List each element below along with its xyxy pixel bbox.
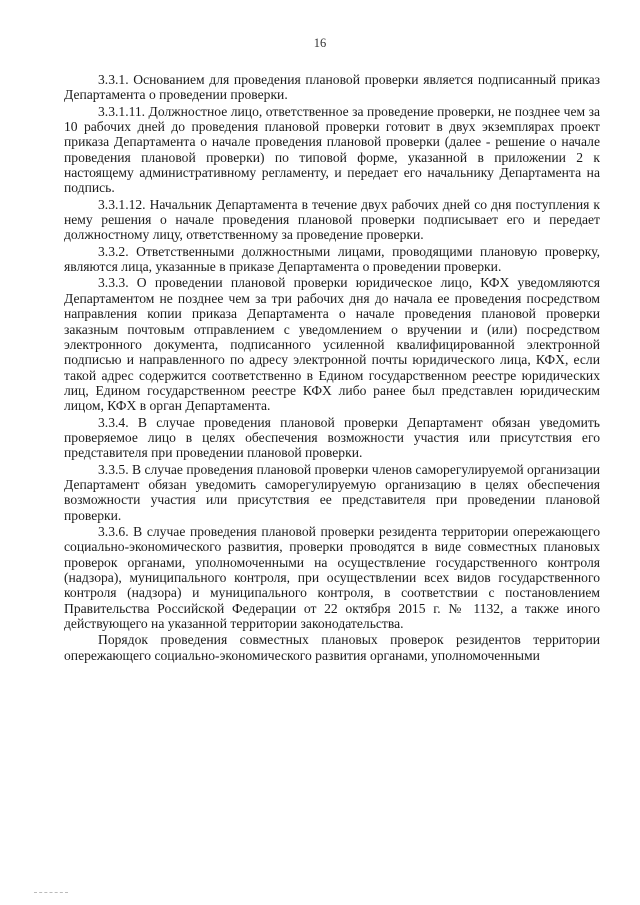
paragraph-3-3-3: 3.3.3. О проведении плановой проверки юридическое лицо, КФХ уведомляются Департаментом не позднее чем за три рабочих дня до начала ее проведения посредством направления копии приказа Департамента о начале проведения плановой проверки заказным почтовым отправлением с уведомлением о вручении и (или) посредством электронного документа, подписанного усиленной квалифицированной электронной подписью и направленного по адресу электронной почты юридического лица, КФХ, если такой адрес содержится соответственно в Едином государственном реестре юридических лиц, Едином государственном реестре КФХ либо ранее был представлен юридическим лицом, КФХ в орган Департамента. [64,275,600,414]
paragraph-3-3-1-11: 3.3.1.11. Должностное лицо, ответственное за проведение проверки, не позднее чем за 10 рабочих дней до проведения плановой проверки готовит в двух экземплярах проект приказа Департамента о начале проведения плановой проверки (далее - решение о начале проведения плановой проверки) по типовой форме, указанной в приложении 2 к настоящему административному регламенту, и передает его начальнику Департамента на подпись. [64,103,600,196]
paragraph-3-3-4: 3.3.4. В случае проведения плановой проверки Департамент обязан уведомить проверяемое лицо в целях обеспечения возможности участия или присутствия его представителя при проведении плановой проверки. [64,414,600,461]
document-body [64,72,600,664]
paragraph-joint-inspections: Порядок проведения совместных плановых проверок резидентов территории опережающего социально-экономического развития органами, уполномоченными [64,632,600,663]
paragraph-3-3-5: 3.3.5. В случае проведения плановой проверки членов саморегулируемой организации Департамент обязан уведомить саморегулируемую организацию в целях обеспечения возможности участия или присутствия ее представителя при проведении плановой проверки. [64,461,601,523]
page-number: 16 [313,36,327,50]
paragraph-3-3-6: 3.3.6. В случае проведения плановой проверки резидента территории опережающего социально-экономического развития, проверки проводятся в виде совместных плановых проверок органами, уполномоченными на осуществление государственного контроля (надзора), муниципального контроля, при осуществлении всех видов государственного контроля (надзора) и муниципального контроля, в соответствии с постановлением Правительства Российской Федерации от 22 октября 2015 г. № 1132, а также иного действующего на указанной территории законодательства. [64,523,600,632]
paragraph-3-3-2: 3.3.2. Ответственными должностными лицами, проводящими плановую проверку, являются лица, указанные в приказе Департамента о проведении проверки. [64,243,600,275]
paragraph-3-3-1-12: 3.3.1.12. Начальник Департамента в течение двух рабочих дней со дня поступления к нему решения о начале проведения плановой проверки подписывает его и передает должностному лицу, ответственному за проведение проверки. [64,196,600,243]
scan-margin-mark [34,892,68,895]
paragraph-3-3-1: 3.3.1. Основанием для проведения плановой проверки является подписанный приказ Департамента о проведении проверки. [64,72,600,103]
